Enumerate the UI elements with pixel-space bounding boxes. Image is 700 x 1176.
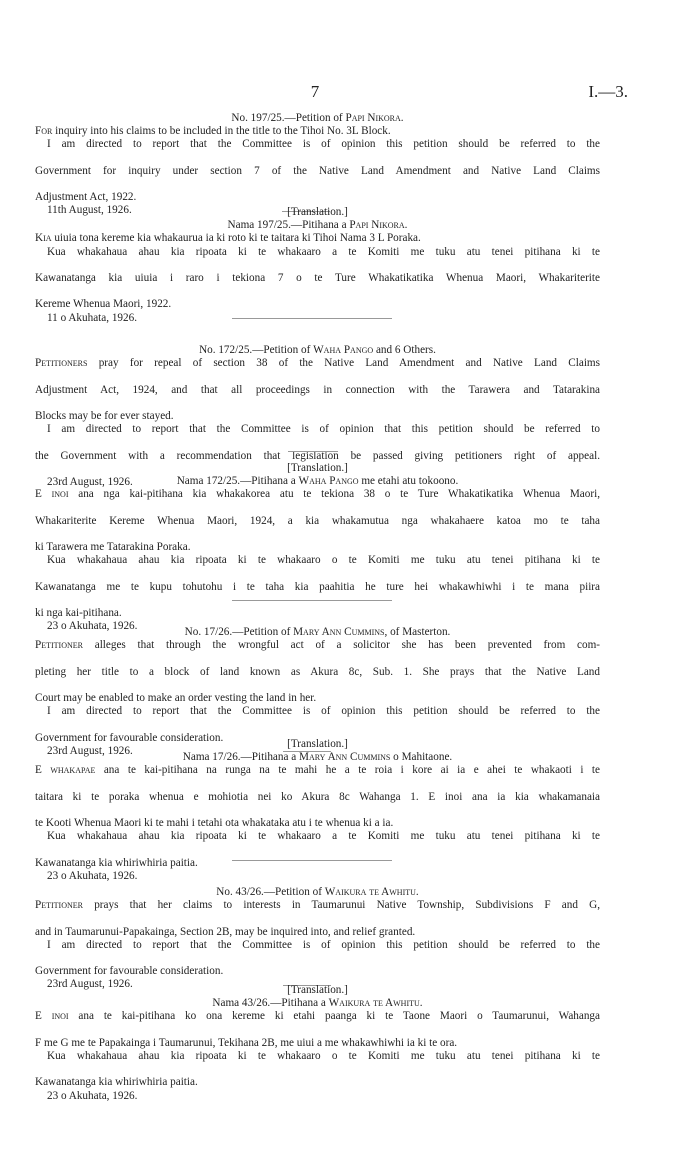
report-line: Kereme Whenua Maori, 1922. [35,298,172,311]
report-line: Kua whakahaua ahau kia ripoata ki te whakaaro o te Komiti me tuku atu tenei pitihana ki te [47,1050,600,1063]
report-line: Government for favourable consideration. [35,731,224,744]
translation-prayer: E whakapae ana te kai-pitihana na runga na te mahi he a te roia i kore ai ia e ahei te whakaoti i te [35,764,600,777]
report-line: I am directed to report that the Committee is of opinion this petition should be referred to the [47,138,600,151]
report-line: Kawanatanga kia whiriwhiria paitia. [35,856,198,869]
report-line: Kua whakahaua ahau kia ripoata ki te whakaaro o te Komiti me tuku atu tenei pitihana ki te [47,554,600,567]
prayer-line: Blocks may be for ever stayed. [35,410,174,423]
translation-prayer: E inoi ana te kai-pitihana ko ona kereme ki etahi paanga ki te Taone Maori o Taumarunui, Wahanga [35,1010,600,1023]
prayer-line: pleting her title to a block of land known as Akura 8c, Sub. 1. She prays that the Native Land [35,665,600,678]
petition-title: No. 172/25.—Petition of Waha Pango and 6 Others. [199,344,436,356]
report-date: 23rd August, 1926. [47,978,133,991]
translation-heading: [Translation.] [287,462,348,474]
translation-prayer: E inoi ana nga kai-pitihana kia whakakorea atu te tekiona 38 o te Ture Whakatikatika Whenua Maori, [35,488,600,501]
divider [232,318,392,319]
petition-prayer: Petitioner alleges that through the wrongful act of a solicitor she has been prevented from com- [35,639,600,652]
report-date: 23 o Akuhata, 1926. [47,620,138,633]
report-line: Kawanatanga kia uiuia i raro i tekiona 7 o te Ture Whakatikatika Whenua Maori, Whakariterite [35,272,600,285]
translation-title: Nama 17/26.—Pitihana a Mary Ann Cummins o Mahitaone. [182,751,453,764]
petition-title: No. 43/26.—Petition of Waikura te Awhitu. [216,886,419,898]
report-line: Government for favourable consideration. [35,965,224,978]
prayer-line: Court may be enabled to make an order vesting the land in her. [35,692,317,705]
petition-prayer: For inquiry into his claims to be included in the title to the Tihoi No. 3L Block. [35,125,391,138]
petition-197-25 [35,112,600,218]
divider [232,600,392,601]
report-line: Kua whakahaua ahau kia ripoata ki te whakaaro a te Komiti me tuku atu tenei pitihana ki te [47,245,600,258]
translation-heading: [Translation.] [287,984,348,996]
report-line: I am directed to report that the Committee is of opinion this petition should be referred to the [47,705,600,718]
report-line: Kawanatanga kia whiriwhiria paitia. [35,1076,198,1089]
report-line: Government for inquiry under section 7 of the Native Land Amendment and Native Land Claims [35,164,600,177]
report-line: Kua whakahaua ahau kia ripoata ki te whakaaro a te Komiti me tuku atu tenei pitihana ki te [47,830,600,843]
translation-heading: [Translation.] [287,738,348,750]
translation-heading: [Translation.] [287,206,348,218]
prayer-line: taitara ki te poraka whenua e mohiotia nei ko Akura 8c Wahanga 1. E inoi ana ia kia whakamanaia [35,790,600,803]
report-line: Adjustment Act, 1922. [35,191,137,204]
prayer-line: and in Taumarunui-Papakainga, Section 2B, may be inquired into, and relief granted. [35,925,416,938]
report-date: 11th August, 1926. [47,204,132,217]
prayer-line: te Kooti Whenua Maori ki te mahi i tetahi ota whakataka atu i te whenua ki a ia. [35,817,394,830]
petition-prayer: Petitioners pray for repeal of section 38 of the Native Land Amendment and Native Land Claims [35,357,600,370]
petition-43-26 [35,886,600,992]
prayer-line: F me G me te Papakainga i Taumarunui, Tekihana 2B, me uiui a me whakawhiwhi ia ki te ora. [35,1036,458,1049]
report-date: 11 o Akuhata, 1926. [47,311,138,324]
translation-title: Nama 197/25.—Pitihana a Papi Nikora. [227,219,408,232]
prayer-line: Adjustment Act, 1924, and that all proceedings in connection with the Tarawera and Tatarakina [35,383,600,396]
report-line: I am directed to report that the Committee is of opinion this petition should be referred to the [47,938,600,951]
divider [232,860,392,861]
prayer-line: ki Tarawera me Tatarakina Poraka. [35,541,191,554]
report-date: 23rd August, 1926. [47,476,133,489]
report-line: the Government with a recommendation that legislation be passed giving petitioners right of appeal. [35,449,600,462]
translation-prayer: Kia uiuia tona kereme kia whakaurua ia ki roto ki te taitara ki Tihoi Nama 3 L Poraka. [35,232,421,245]
petition-title: No. 197/25.—Petition of Papi Nikora. [231,112,404,124]
report-date: 23 o Akuhata, 1926. [47,1089,138,1102]
translation-17-26 [35,738,600,883]
page-number: 7 [310,82,320,101]
document-reference: I.—3. [588,82,628,101]
translation-172-25 [35,462,600,634]
petition-title: No. 17/26.—Petition of Mary Ann Cummins, of Masterton. [184,626,451,638]
petition-prayer: Petitioner prays that her claims to interests in Taumarunui Native Township, Subdivisions F and G, [35,899,600,912]
translation-title: Nama 43/26.—Pitihana a Waikura te Awhitu. [212,997,423,1010]
report-date: 23 o Akuhata, 1926. [47,870,138,883]
prayer-line: Whakariterite Kereme Whenua Maori, 1924, a kia whakamutua nga whakahaere katoa mo te taha [35,514,600,527]
translation-197-25 [35,206,600,325]
report-line: ki nga kai-pitihana. [35,607,122,620]
report-line: I am directed to report that the Committee is of opinion that this petition should be referred to [47,423,600,436]
translation-title: Nama 172/25.—Pitihana a Waha Pango me etahi atu tokoono. [176,475,459,488]
divider [288,451,338,452]
report-date: 23rd August, 1926. [47,744,133,757]
translation-43-26 [35,984,600,1103]
report-line: Kawanatanga me te kupu tohutohu i te taha kia paahitia he ture hei whakawhiwhi i te mana piira [35,580,600,593]
